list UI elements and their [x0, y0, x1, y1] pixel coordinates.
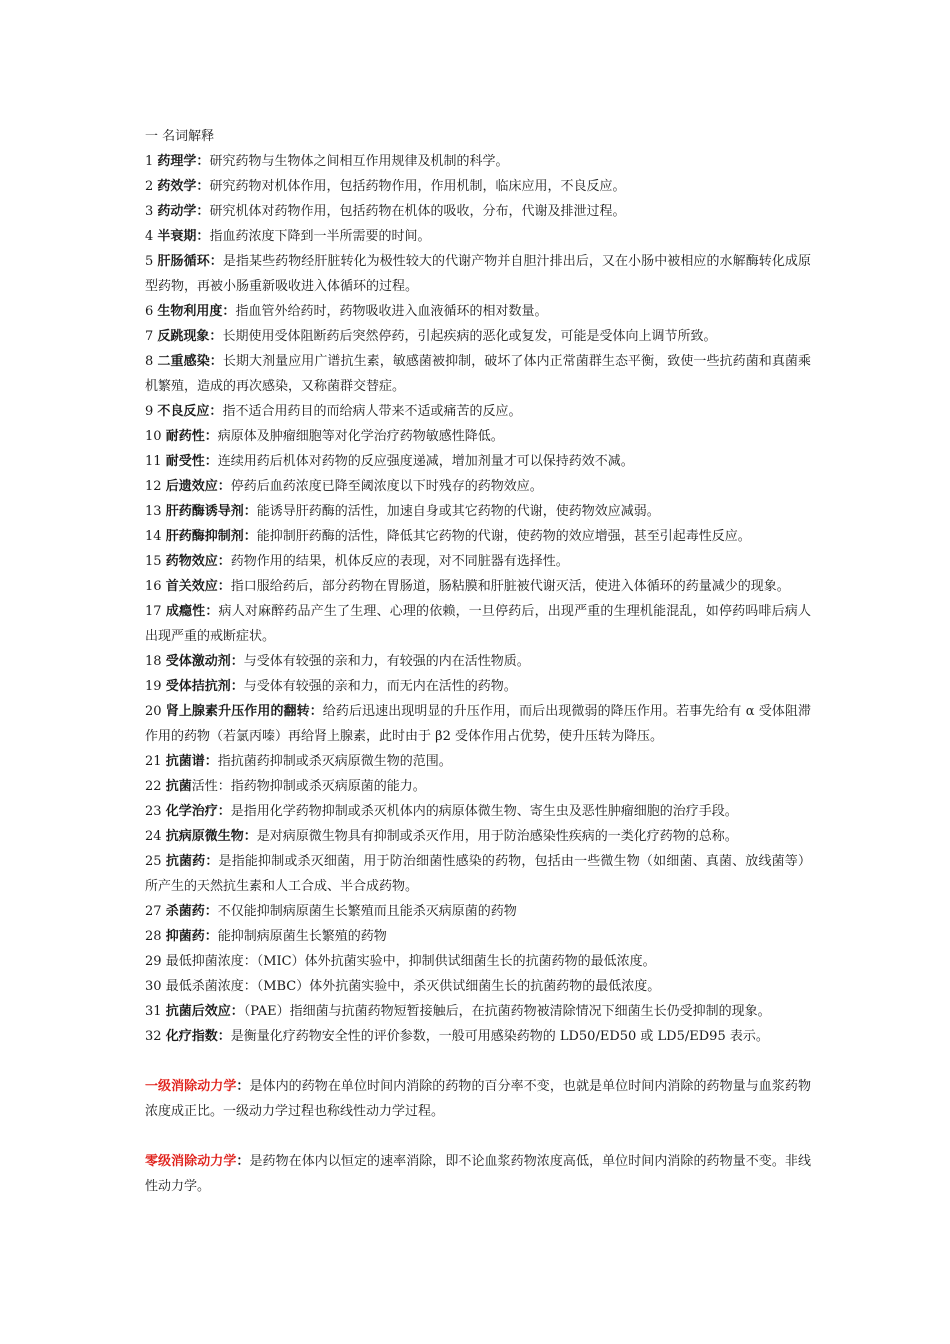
definition-entry	[145, 674, 811, 699]
definition-entry	[145, 899, 811, 924]
entry-definition: 是指用化学药物抑制或杀灭机体内的病原体微生物、寄生虫及恶性肿瘤细胞的治疗手段。	[230, 804, 738, 819]
entry-definition: 给药后迅速出现明显的升压作用，而后出现微弱的降压作用。若事先给有 α 受体阻滞作用的药物（若氯丙嗪）再给肾上腺素，此时由于 β2 受体作用占优势，使升压转为降压。	[145, 704, 811, 744]
entry-number: 14	[145, 529, 166, 544]
entry-separator: ：	[204, 429, 218, 444]
entry-definition: 病原体及肿瘤细胞等对化学治疗药物敏感性降低。	[217, 429, 504, 444]
entry-term: 肾上腺素升压作用的翻转	[165, 704, 310, 719]
definition-entry	[145, 849, 811, 899]
entry-separator: ：	[243, 829, 257, 844]
entry-definition: （PAE）指细菌与抗菌药物短暂接触后，在抗菌药物被清除情况下细菌生长仍受抑制的现象。	[243, 1004, 771, 1019]
definition-entry	[145, 649, 811, 674]
entry-definition: 停药后血药浓度已降至阈浓度以下时残存的药物效应。	[230, 479, 543, 494]
entry-number: 21	[145, 754, 166, 769]
spacer	[145, 1049, 811, 1074]
kinetics-term: 一级消除动力学	[145, 1079, 237, 1094]
entry-definition: 能抑制病原菌生长繁殖的药物	[217, 929, 387, 944]
document-page	[145, 124, 811, 1199]
entry-number: 18	[145, 654, 166, 669]
kinetics-separator: ：	[236, 1154, 250, 1169]
kinetics-definition: 是药物在体内以恒定的速率消除，即不论血浆药物浓度高低，单位时间内消除的药物量不变。非线性动力学。	[145, 1154, 811, 1194]
entry-separator: ：	[204, 929, 218, 944]
entry-number: 24	[145, 829, 166, 844]
entry-term: 药动学	[157, 204, 197, 219]
kinetics-first-order	[145, 1074, 811, 1124]
entry-number: 10	[145, 429, 166, 444]
entry-term: 抗菌后效应	[165, 1004, 231, 1019]
entry-definition: 是指能抑制或杀灭细菌，用于防治细菌性感染的药物，包括由一些微生物（如细菌、真菌、放线菌等）所产生的天然抗生素和人工合成、半合成药物。	[145, 854, 811, 894]
entry-definition: 研究药物与生物体之间相互作用规律及机制的科学。	[209, 154, 509, 169]
definition-entry	[145, 599, 811, 649]
entry-term: 耐药性	[165, 429, 205, 444]
entry-term: 化疗指数	[165, 1029, 218, 1044]
entry-separator: ：	[196, 204, 210, 219]
entry-number: 12	[145, 479, 166, 494]
entry-number: 30	[145, 979, 166, 994]
entry-number: 15	[145, 554, 166, 569]
definition-entry	[145, 474, 811, 499]
entry-separator: ：	[204, 904, 218, 919]
entry-term: 抑菌药	[165, 929, 205, 944]
kinetics-term: 零级消除动力学	[145, 1154, 237, 1169]
entry-definition: 连续用药后机体对药物的反应强度递减，增加剂量才可以保持药效不减。	[217, 454, 634, 469]
entry-definition: 是对病原微生物具有抑制或杀灭作用，用于防治感染性疾病的一类化疗药物的总称。	[256, 829, 738, 844]
entry-definition: 是衡量化疗药物安全性的评价参数，一般可用感染药物的 LD50/ED50 或 LD5/ED95 表示。	[230, 1029, 769, 1044]
entry-term: 生物利用度	[157, 304, 223, 319]
entry-number: 16	[145, 579, 166, 594]
definition-entry	[145, 174, 811, 199]
entry-separator: ：	[243, 529, 257, 544]
entry-separator: ：	[209, 254, 223, 269]
entry-number: 8	[145, 354, 158, 369]
entry-number: 3	[145, 204, 158, 219]
entry-term: 不良反应	[157, 404, 210, 419]
entry-term: 杀菌药	[165, 904, 205, 919]
entry-definition: 病人对麻醉药品产生了生理、心理的依赖，一旦停药后，出现严重的生理机能混乱，如停药吗啡后病人出现严重的戒断症状。	[145, 604, 811, 644]
definition-entry	[145, 699, 811, 749]
entry-term: 受体拮抗剂	[165, 679, 231, 694]
entry-separator: ：	[243, 504, 257, 519]
entry-definition: 研究药物对机体作用，包括药物作用，作用机制，临床应用，不良反应。	[209, 179, 626, 194]
definition-entry	[145, 499, 811, 524]
entry-term: 药理学	[157, 154, 197, 169]
entry-number: 28	[145, 929, 166, 944]
kinetics-definition: 是体内的药物在单位时间内消除的药物的百分率不变，也就是单位时间内消除的药物量与血浆药物浓度成正比。一级动力学过程也称线性动力学过程。	[145, 1079, 811, 1119]
entry-number: 7	[145, 329, 158, 344]
entry-definition: 长期大剂量应用广谱抗生素，敏感菌被抑制，破坏了体内正常菌群生态平衡，致使一些抗药菌和真菌乘机繁殖，造成的再次感染，又称菌群交替症。	[145, 354, 811, 394]
entry-term: 药效学	[157, 179, 197, 194]
entry-number: 2	[145, 179, 158, 194]
definition-entry	[145, 299, 811, 324]
entry-separator: ：	[205, 854, 219, 869]
entry-definition: 是指某些药物经肝脏转化为极性较大的代谢产物并自胆汁排出后，又在小肠中被相应的水解酶转化成原型药物，再被小肠重新吸收进入体循环的过程。	[145, 254, 811, 294]
entry-number: 6	[145, 304, 158, 319]
definition-entry	[145, 399, 811, 424]
entry-term: 反跳现象	[157, 329, 210, 344]
entry-definition: 指口服给药后，部分药物在胃肠道，肠粘膜和肝脏被代谢灭活，使进入体循环的药量减少的现象。	[230, 579, 790, 594]
kinetics-entry	[145, 1074, 811, 1124]
entry-separator: ：	[217, 479, 231, 494]
definition-entry	[145, 924, 811, 949]
entry-separator: ：	[196, 154, 210, 169]
definition-entry	[145, 749, 811, 774]
definition-entry	[145, 1024, 811, 1049]
entry-separator: ：	[217, 1029, 231, 1044]
entry-separator: ：	[196, 229, 210, 244]
definition-entry	[145, 324, 811, 349]
entry-term: 二重感染	[157, 354, 210, 369]
entry-definition: 指抗菌药抑制或杀灭病原微生物的范围。	[217, 754, 452, 769]
definition-entry	[145, 199, 811, 224]
spacer	[145, 1124, 811, 1149]
entry-definition: 长期使用受体阻断药后突然停药，引起疾病的恶化或复发，可能是受体向上调节所致。	[222, 329, 717, 344]
definition-entry	[145, 974, 811, 999]
entry-separator: ：	[217, 804, 231, 819]
entry-term: 抗菌谱	[165, 754, 205, 769]
entry-number: 1	[145, 154, 158, 169]
entry-number: 25	[145, 854, 166, 869]
entry-definition: 与受体有较强的亲和力，有较强的内在活性物质。	[243, 654, 530, 669]
entry-number: 20	[145, 704, 166, 719]
entry-number: 29	[145, 954, 166, 969]
entry-definition: 与受体有较强的亲和力，而无内在活性的药物。	[243, 679, 517, 694]
entry-number: 23	[145, 804, 166, 819]
entry-separator: ：	[196, 179, 210, 194]
entry-term: 抗菌药	[165, 854, 206, 869]
definition-entry	[145, 149, 811, 174]
definition-entry	[145, 999, 811, 1024]
definition-entry	[145, 424, 811, 449]
entry-separator: ：	[209, 404, 223, 419]
entry-separator: ：	[204, 454, 218, 469]
entry-definition: 能诱导肝药酶的活性，加速自身或其它药物的代谢，使药物效应减弱。	[256, 504, 660, 519]
definition-entry	[145, 799, 811, 824]
entry-term: 受体激动剂	[165, 654, 231, 669]
entry-separator: ：	[230, 1004, 244, 1019]
definition-entry	[145, 774, 811, 799]
entry-term: 肝肠循环	[157, 254, 210, 269]
entry-definition: 指血药浓度下降到一半所需要的时间。	[209, 229, 431, 244]
definition-entry	[145, 249, 811, 299]
entry-term: 后遗效应	[165, 479, 218, 494]
section-heading: 一 名词解释	[145, 129, 215, 144]
definition-entry	[145, 549, 811, 574]
definition-list	[145, 149, 811, 1049]
entry-separator: ：	[204, 754, 218, 769]
entry-number: 11	[145, 454, 166, 469]
kinetics-separator: ：	[236, 1079, 250, 1094]
entry-term: 化学治疗	[165, 804, 218, 819]
definition-entry	[145, 349, 811, 399]
entry-number: 31	[145, 1004, 166, 1019]
entry-definition: 不仅能抑制病原菌生长繁殖而且能杀灭病原菌的药物	[217, 904, 517, 919]
entry-definition: 能抑制肝药酶的活性，降低其它药物的代谢，使药物的效应增强，甚至引起毒性反应。	[256, 529, 751, 544]
entry-number: 9	[145, 404, 158, 419]
entry-number: 13	[145, 504, 166, 519]
entry-separator: ：	[209, 329, 223, 344]
entry-term: 抗病原微生物	[165, 829, 244, 844]
entry-separator: ：	[309, 704, 323, 719]
entry-number: 27	[145, 904, 166, 919]
entry-definition: 指血管外给药时，药物吸收进入血液循环的相对数量。	[235, 304, 548, 319]
entry-separator: ：	[217, 554, 231, 569]
entry-definition: 指不适合用药目的而给病人带来不适或痛苦的反应。	[222, 404, 522, 419]
entry-separator: ：	[209, 354, 223, 369]
definition-entry	[145, 949, 811, 974]
entry-number: 4	[145, 229, 158, 244]
definition-entry	[145, 824, 811, 849]
entry-definition: 最低抑菌浓度：（MIC）体外抗菌实验中，抑制供试细菌生长的抗菌药物的最低浓度。	[165, 954, 656, 969]
entry-number: 32	[145, 1029, 166, 1044]
entry-separator: ：	[230, 654, 244, 669]
definition-entry	[145, 574, 811, 599]
entry-term: 药物效应	[165, 554, 218, 569]
entry-separator: ：	[222, 304, 236, 319]
entry-definition: 活性：指药物抑制或杀灭病原菌的能力。	[191, 779, 426, 794]
entry-term: 抗菌	[165, 779, 192, 794]
entry-definition: 最低杀菌浓度：（MBC）体外抗菌实验中，杀灭供试细菌生长的抗菌药物的最低浓度。	[165, 979, 661, 994]
definition-entry	[145, 449, 811, 474]
entry-term: 肝药酶诱导剂	[165, 504, 244, 519]
entry-separator: ：	[217, 579, 231, 594]
kinetics-zero-order	[145, 1149, 811, 1199]
entry-definition: 药物作用的结果，机体反应的表现，对不同脏器有选择性。	[230, 554, 569, 569]
definition-entry	[145, 224, 811, 249]
entry-term: 肝药酶抑制剂	[165, 529, 244, 544]
entry-term: 耐受性	[165, 454, 205, 469]
entry-term: 成瘾性	[165, 604, 206, 619]
entry-separator: ：	[205, 604, 219, 619]
entry-number: 17	[145, 604, 166, 619]
entry-term: 半衰期	[157, 229, 197, 244]
entry-number: 5	[145, 254, 158, 269]
kinetics-entry	[145, 1149, 811, 1199]
entry-number: 19	[145, 679, 166, 694]
entry-term: 首关效应	[165, 579, 218, 594]
entry-separator: ：	[230, 679, 244, 694]
definition-entry	[145, 524, 811, 549]
entry-number: 22	[145, 779, 166, 794]
entry-definition: 研究机体对药物作用，包括药物在机体的吸收，分布，代谢及排泄过程。	[209, 204, 626, 219]
